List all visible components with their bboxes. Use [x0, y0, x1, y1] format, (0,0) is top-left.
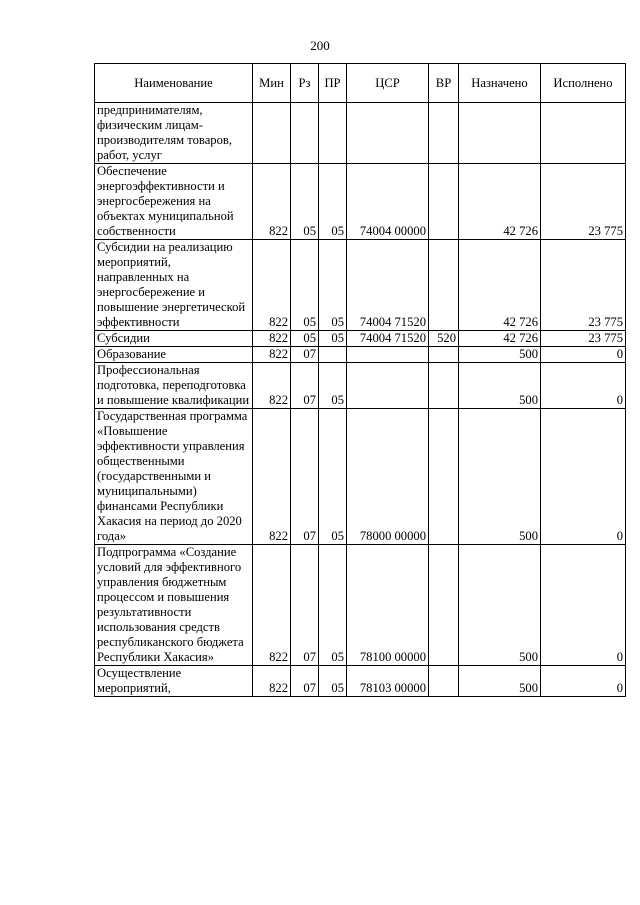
cell-min: 822 — [253, 409, 291, 545]
cell-vr — [429, 240, 459, 331]
cell-naznacheno: 42 726 — [459, 331, 541, 347]
cell-vr — [429, 347, 459, 363]
cell-pr: 05 — [319, 331, 347, 347]
cell-csr — [347, 363, 429, 409]
cell-min: 822 — [253, 363, 291, 409]
cell-naznacheno: 500 — [459, 545, 541, 666]
cell-rz: 05 — [291, 331, 319, 347]
cell-min — [253, 103, 291, 164]
header-rz: Рз — [291, 64, 319, 103]
cell-min: 822 — [253, 331, 291, 347]
header-min: Мин — [253, 64, 291, 103]
header-ispolneno: Исполнено — [541, 64, 626, 103]
page-number: 200 — [310, 38, 330, 53]
cell-name: Государственная программа «Повышение эффективности управления общественными (государственными и муниципальными) финансами Республики Хакасия на период до 2020 года» — [95, 409, 253, 545]
cell-csr — [347, 103, 429, 164]
cell-min: 822 — [253, 666, 291, 697]
header-naimenovanie: Наименование — [95, 64, 253, 103]
table-row — [95, 347, 626, 363]
cell-pr: 05 — [319, 164, 347, 240]
cell-min: 822 — [253, 240, 291, 331]
cell-rz: 07 — [291, 545, 319, 666]
cell-ispolneno: 23 775 — [541, 164, 626, 240]
cell-rz: 07 — [291, 347, 319, 363]
header-vr: ВР — [429, 64, 459, 103]
header-csr: ЦСР — [347, 64, 429, 103]
cell-csr: 78100 00000 — [347, 545, 429, 666]
cell-name: предпринимателям, физическим лицам-производителям товаров, работ, услуг — [95, 103, 253, 164]
cell-rz: 05 — [291, 164, 319, 240]
cell-ispolneno — [541, 103, 626, 164]
cell-pr — [319, 103, 347, 164]
cell-pr: 05 — [319, 409, 347, 545]
table-row — [95, 164, 626, 240]
cell-rz: 07 — [291, 666, 319, 697]
cell-pr: 05 — [319, 240, 347, 331]
cell-pr: 05 — [319, 545, 347, 666]
cell-ispolneno: 0 — [541, 347, 626, 363]
cell-naznacheno: 42 726 — [459, 164, 541, 240]
table-row — [95, 409, 626, 545]
budget-table — [94, 63, 626, 697]
cell-naznacheno: 42 726 — [459, 240, 541, 331]
cell-name: Подпрограмма «Создание условий для эффективного управления бюджетным процессом и повышения результативности использования средств республиканского бюджета Республики Хакасия» — [95, 545, 253, 666]
cell-vr — [429, 545, 459, 666]
header-naznacheno: Назначено — [459, 64, 541, 103]
cell-ispolneno: 0 — [541, 363, 626, 409]
cell-name: Субсидии на реализацию мероприятий, направленных на энергосбережение и повышение энергетической эффективности — [95, 240, 253, 331]
table-row — [95, 103, 626, 164]
cell-vr — [429, 363, 459, 409]
cell-csr: 74004 00000 — [347, 164, 429, 240]
cell-vr: 520 — [429, 331, 459, 347]
cell-name: Образование — [95, 347, 253, 363]
table-row — [95, 545, 626, 666]
cell-ispolneno: 0 — [541, 666, 626, 697]
table-header-row — [95, 64, 626, 103]
cell-min: 822 — [253, 545, 291, 666]
cell-ispolneno: 23 775 — [541, 331, 626, 347]
cell-csr: 78000 00000 — [347, 409, 429, 545]
cell-ispolneno: 0 — [541, 409, 626, 545]
cell-rz: 07 — [291, 409, 319, 545]
cell-naznacheno: 500 — [459, 409, 541, 545]
table-row — [95, 331, 626, 347]
cell-ispolneno: 0 — [541, 545, 626, 666]
cell-csr: 74004 71520 — [347, 240, 429, 331]
cell-name: Профессиональная подготовка, переподготовка и повышение квалификации — [95, 363, 253, 409]
cell-vr — [429, 164, 459, 240]
cell-vr — [429, 666, 459, 697]
cell-vr — [429, 103, 459, 164]
cell-pr: 05 — [319, 666, 347, 697]
table-row — [95, 666, 626, 697]
cell-rz — [291, 103, 319, 164]
cell-name: Субсидии — [95, 331, 253, 347]
cell-name: Обеспечение энергоэффективности и энергосбережения на объектах муниципальной собственности — [95, 164, 253, 240]
cell-naznacheno: 500 — [459, 347, 541, 363]
cell-naznacheno: 500 — [459, 363, 541, 409]
cell-rz: 07 — [291, 363, 319, 409]
cell-naznacheno — [459, 103, 541, 164]
cell-rz: 05 — [291, 240, 319, 331]
table-row — [95, 240, 626, 331]
cell-ispolneno: 23 775 — [541, 240, 626, 331]
cell-name: Осуществление мероприятий, — [95, 666, 253, 697]
cell-csr: 78103 00000 — [347, 666, 429, 697]
cell-pr — [319, 347, 347, 363]
cell-naznacheno: 500 — [459, 666, 541, 697]
header-pr: ПР — [319, 64, 347, 103]
cell-csr: 74004 71520 — [347, 331, 429, 347]
cell-min: 822 — [253, 164, 291, 240]
cell-csr — [347, 347, 429, 363]
cell-pr: 05 — [319, 363, 347, 409]
cell-min: 822 — [253, 347, 291, 363]
cell-vr — [429, 409, 459, 545]
table-row — [95, 363, 626, 409]
